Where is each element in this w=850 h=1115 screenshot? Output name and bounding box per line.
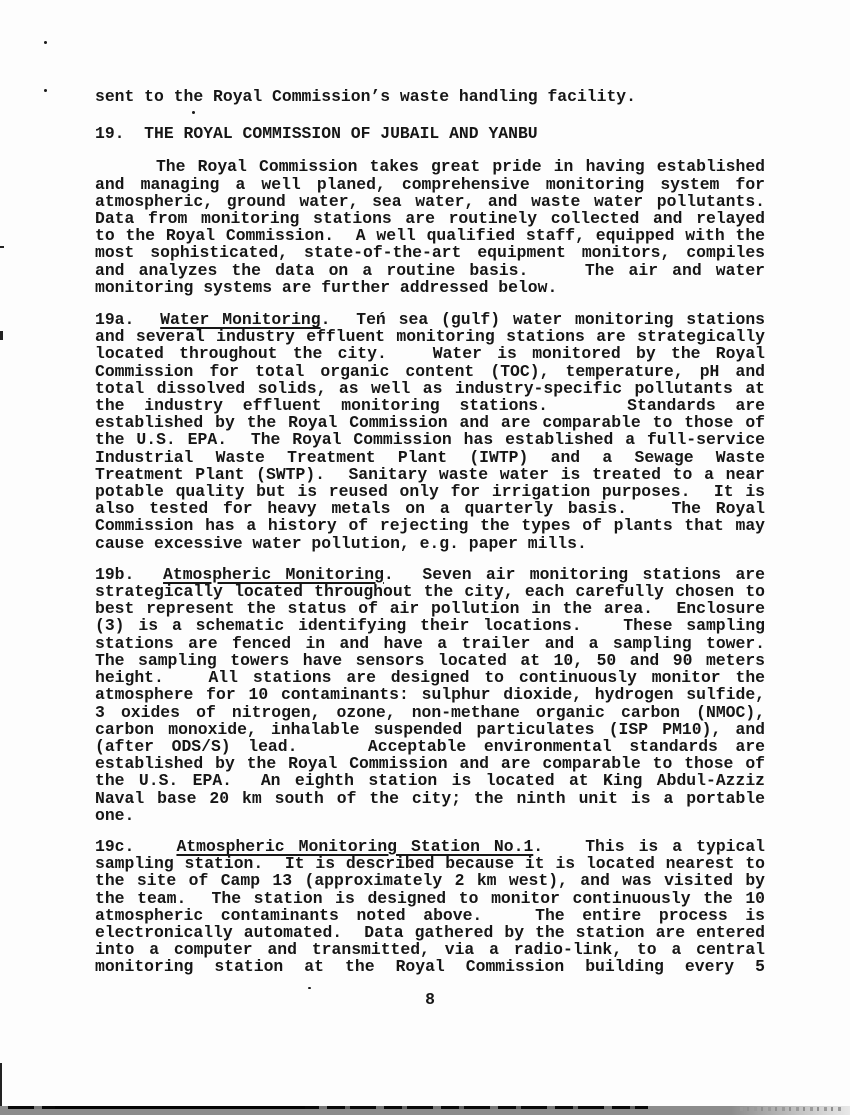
text-line <box>95 890 765 907</box>
para-19c <box>95 838 765 976</box>
text-segment: Commission has a history of rejecting the types of plants that may <box>95 516 765 536</box>
text-segment: 3 oxides of nitrogen, ozone, non-methane organic carbon (NMOC), <box>95 702 765 722</box>
para-19-intro <box>95 158 765 296</box>
underlined-text: Atmospheric Monitoring <box>163 564 384 584</box>
text-line <box>95 535 765 552</box>
scan-band-speckles <box>740 1107 845 1111</box>
text-segment: and analyzes the data on a routine basis. The air and water <box>95 260 765 280</box>
para-19a <box>95 311 765 552</box>
scan-bottom-band <box>0 1106 850 1115</box>
text-segment: 19b. <box>95 564 164 584</box>
text-line <box>95 227 765 244</box>
text-line <box>95 669 765 686</box>
text-line <box>95 583 765 600</box>
text-segment: 19c. <box>95 836 177 856</box>
text-line <box>95 790 765 807</box>
text-segment: located throughout the city. Water is monitored by the Royal <box>95 344 765 364</box>
text-segment: stations are fenced in and have a trailer and a sampling tower. <box>95 633 765 653</box>
text-line <box>95 158 765 175</box>
text-line <box>95 414 765 431</box>
text-line <box>95 380 765 397</box>
text-segment: the industry effluent monitoring stations. Standards are <box>95 396 765 416</box>
text-line <box>95 738 765 755</box>
text-line <box>95 345 765 362</box>
text-block <box>95 88 765 976</box>
underlined-text: Atmospheric Monitoring Station No.1 <box>176 836 534 856</box>
text-segment: (3) is a schematic identifying their locations. These sampling <box>95 616 765 636</box>
text-line <box>95 483 765 500</box>
text-segment: height. All stations are designed to continuously monitor the <box>95 668 765 688</box>
text-segment: one. <box>95 805 135 825</box>
text-segment: monitoring station at the Royal Commission building every 5 <box>95 957 765 977</box>
text-line <box>95 617 765 634</box>
text-segment: potable quality but is reused only for irrigation purposes. It is <box>95 482 765 502</box>
text-line <box>95 721 765 738</box>
text-segment: established by the Royal Commission and are comparable to those of <box>95 413 765 433</box>
text-line <box>95 924 765 941</box>
text-segment: 19. THE ROYAL COMMISSION OF JUBAIL AND YANBU <box>95 124 538 144</box>
text-segment: carbon monoxide, inhalable suspended particulates (ISP PM10), and <box>95 719 765 739</box>
text-segment: strategically located throughout the city, each carefully chosen to <box>95 582 765 602</box>
text-line <box>95 210 765 227</box>
text-line <box>95 176 765 193</box>
scan-speck <box>192 111 195 114</box>
text-segment: (after ODS/S) lead. Acceptable environmental standards are <box>95 736 765 756</box>
text-segment: the site of Camp 13 (approximately 2 km west), and was visited by <box>95 871 765 891</box>
text-segment: into a computer and transmitted, via a radio-link, to a central <box>95 940 765 960</box>
text-line <box>95 807 765 824</box>
scan-band-solid-line <box>55 1106 305 1109</box>
text-segment: established by the Royal Commission and are comparable to those of <box>95 754 765 774</box>
text-segment: . This is a typical <box>533 836 765 856</box>
text-segment: most sophisticated, state-of-the-art equipment monitors, compiles <box>95 243 765 263</box>
text-line <box>95 88 765 105</box>
text-line <box>95 262 765 279</box>
text-line <box>95 838 765 855</box>
text-line <box>95 500 765 517</box>
text-segment: best represent the status of air pollution in the area. Enclosure <box>95 599 765 619</box>
text-line <box>95 686 765 703</box>
text-line <box>95 652 765 669</box>
section-heading <box>95 125 765 142</box>
text-line <box>95 755 765 772</box>
text-line <box>95 600 765 617</box>
text-line <box>95 125 765 142</box>
text-segment: Industrial Waste Treatment Plant (IWTP) and a Sewage Waste <box>95 447 765 467</box>
text-line <box>95 244 765 261</box>
text-line <box>95 958 765 975</box>
text-line <box>95 279 765 296</box>
text-segment: . Teń sea (gulf) water monitoring stations <box>320 310 765 330</box>
scan-edge-mark <box>0 246 4 248</box>
text-line <box>95 363 765 380</box>
text-line <box>95 466 765 483</box>
text-line <box>95 431 765 448</box>
text-segment: sent to the Royal Commission’s waste handling facility. <box>95 87 636 106</box>
text-segment: The Royal Commission takes great pride in having established <box>95 157 765 177</box>
text-segment: sampling station. It is described because it is located nearest to <box>95 854 765 874</box>
text-segment: to the Royal Commission. A well qualified staff, equipped with the <box>95 226 765 246</box>
text-line <box>95 193 765 210</box>
scan-edge-line <box>0 1063 2 1107</box>
text-segment: and several industry effluent monitoring stations are strategically <box>95 327 765 347</box>
text-line <box>95 704 765 721</box>
text-line <box>95 449 765 466</box>
text-line <box>95 566 765 583</box>
intro-paragraph <box>95 88 765 105</box>
text-segment: total dissolved solids, as well as industry-specific pollutants at <box>95 378 765 398</box>
text-segment: atmosphere for 10 contaminants: sulphur dioxide, hydrogen sulfide, <box>95 685 765 705</box>
scan-edge-mark <box>0 331 3 340</box>
text-segment: electronically automated. Data gathered by the station are entered <box>95 922 765 942</box>
text-line <box>95 397 765 414</box>
text-line <box>95 855 765 872</box>
scan-speck <box>44 89 47 92</box>
text-segment: Data from monitoring stations are routinely collected and relayed <box>95 209 765 229</box>
text-line <box>95 635 765 652</box>
text-segment: and managing a well planed, comprehensive monitoring system for <box>95 174 765 194</box>
text-segment: . Seven air monitoring stations are <box>383 564 765 584</box>
text-segment: Treatment Plant (SWTP). Sanitary waste water is treated to a near <box>95 464 765 484</box>
scan-speck <box>44 41 47 44</box>
text-segment: The sampling towers have sensors located at 10, 50 and 90 meters <box>95 650 765 670</box>
text-segment: atmospheric, ground water, sea water, and waste water pollutants. <box>95 191 765 211</box>
text-segment: atmospheric contaminants noted above. The entire process is <box>95 905 765 925</box>
text-segment: monitoring systems are further addressed below. <box>95 277 558 297</box>
para-19b <box>95 566 765 824</box>
scan-speck <box>308 987 311 989</box>
page-number: 8 <box>425 990 435 1009</box>
text-segment: cause excessive water pollution, e.g. paper mills. <box>95 533 587 553</box>
text-segment: also tested for heavy metals on a quarterly basis. The Royal <box>95 499 765 519</box>
text-segment: Naval base 20 km south of the city; the ninth unit is a portable <box>95 788 765 808</box>
text-line <box>95 872 765 889</box>
text-segment: Commission for total organic content (TOC), temperature, pH and <box>95 361 765 381</box>
text-line <box>95 328 765 345</box>
text-segment: the U.S. EPA. An eighth station is located at King Abdul-Azziz <box>95 771 765 791</box>
text-segment: the U.S. EPA. The Royal Commission has established a full-service <box>95 430 765 450</box>
text-line <box>95 517 765 534</box>
text-line <box>95 311 765 328</box>
text-line <box>95 907 765 924</box>
text-line <box>95 941 765 958</box>
underlined-text: Water Monitoring <box>160 310 321 330</box>
text-segment: 19a. <box>95 310 161 330</box>
text-segment: the team. The station is designed to monitor continuously the 10 <box>95 888 765 908</box>
text-line <box>95 772 765 789</box>
